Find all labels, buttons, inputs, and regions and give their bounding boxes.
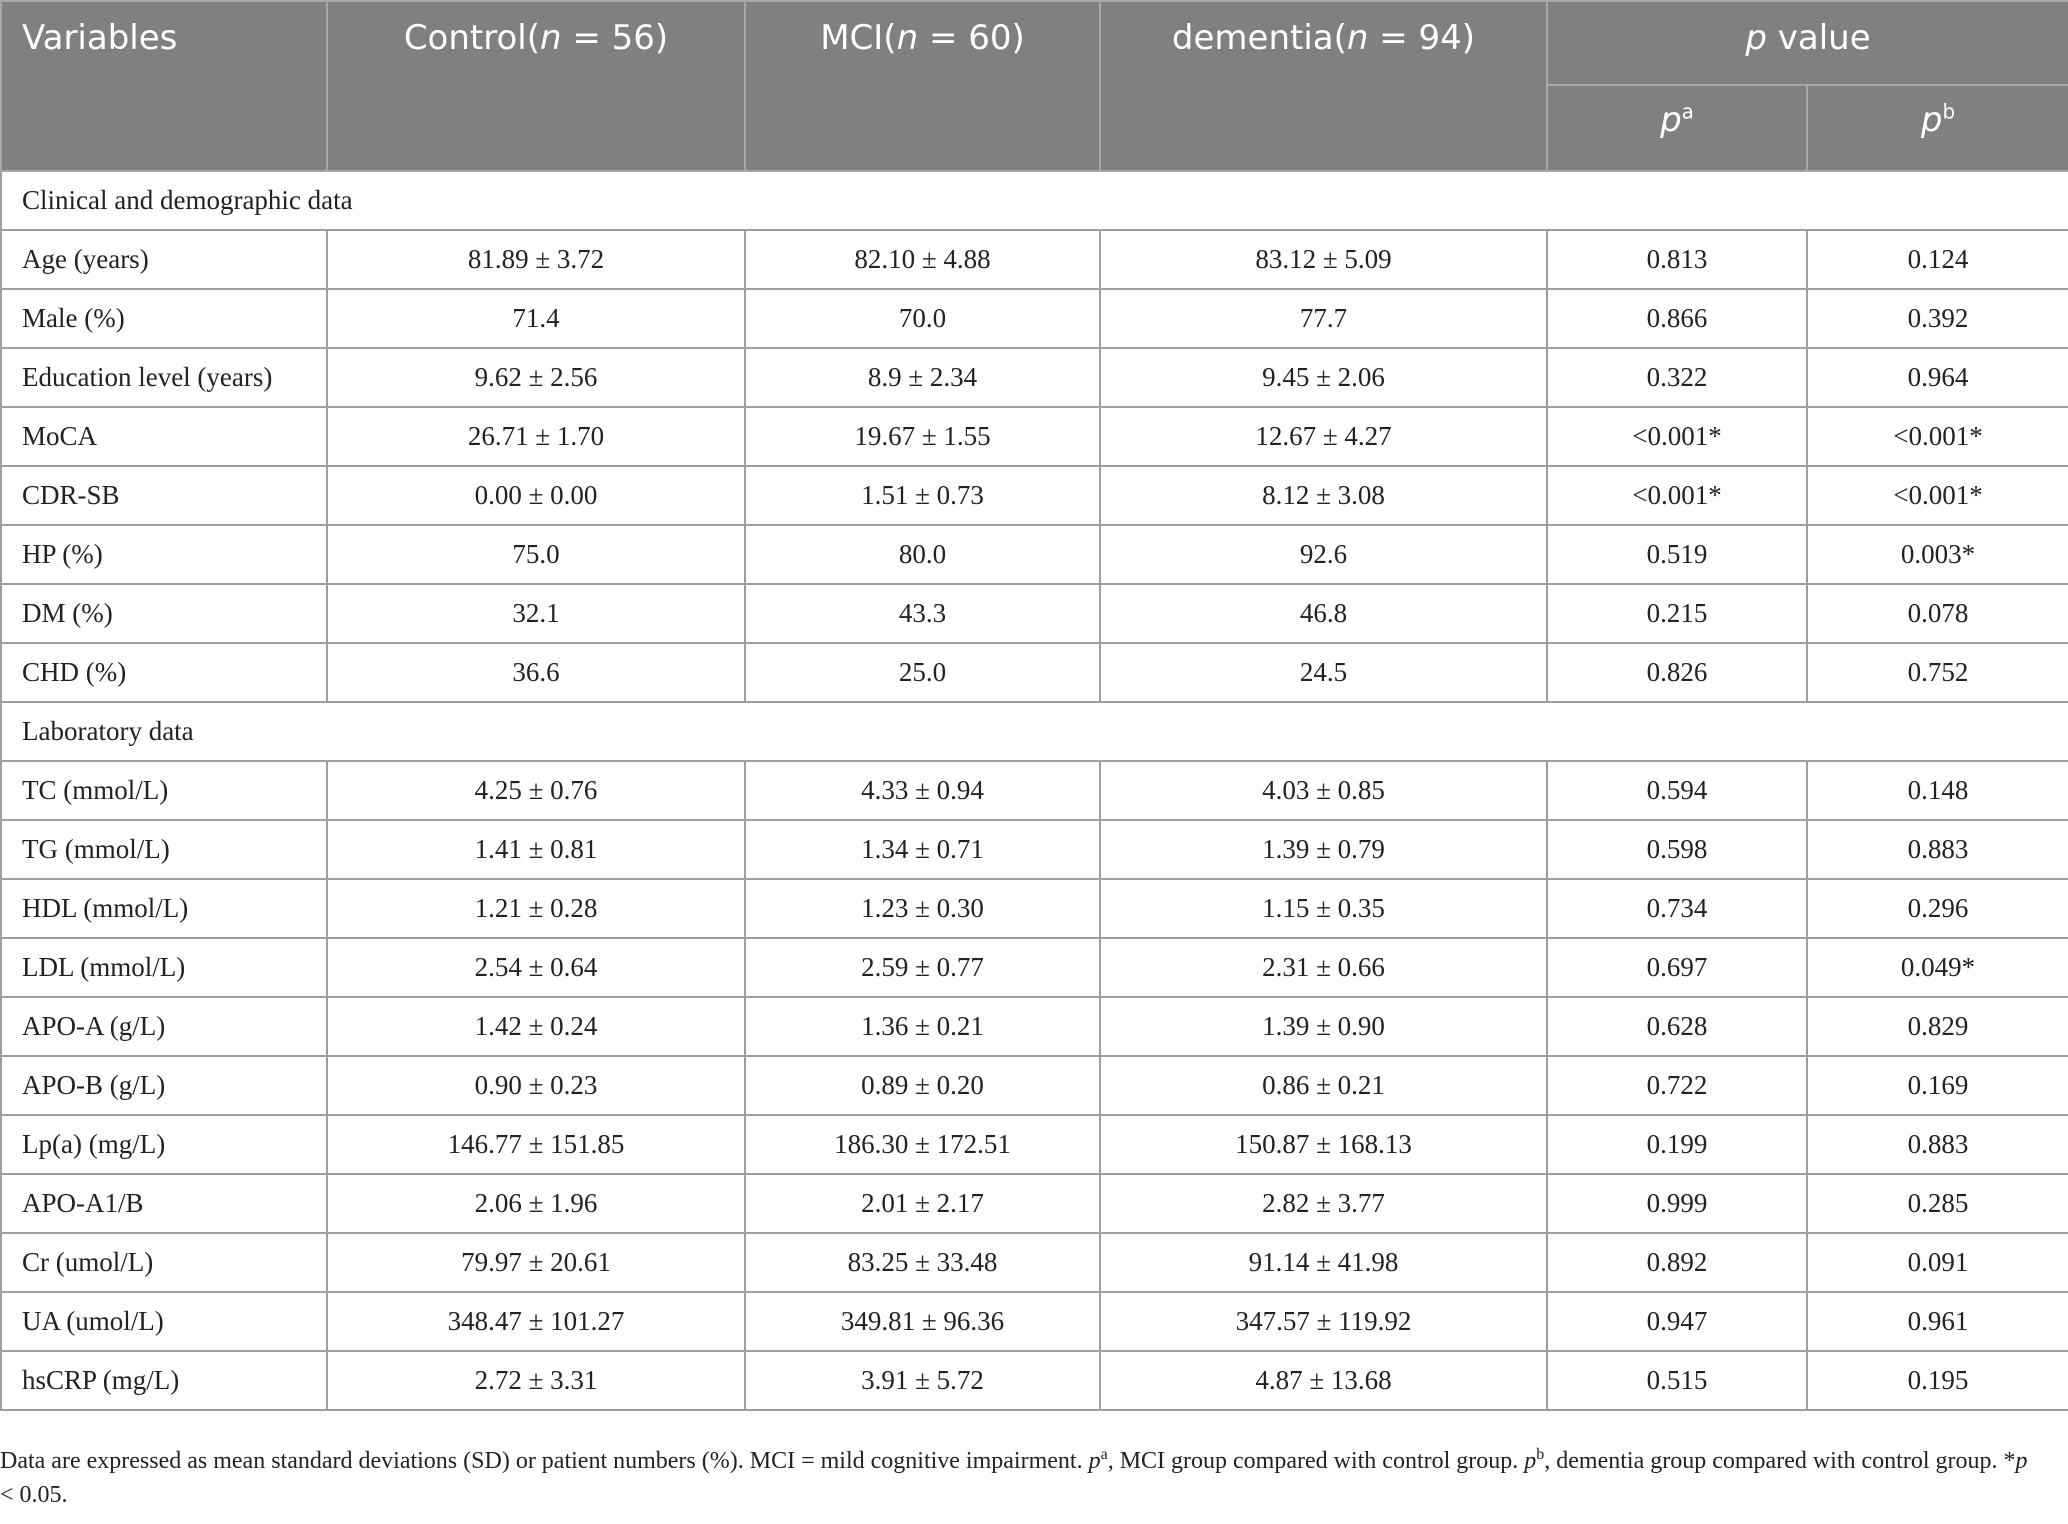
cell-variable: APO-B (g/L) (1, 1056, 327, 1115)
cell-p-a: 0.722 (1547, 1056, 1807, 1115)
cell-dementia: 9.45 ± 2.06 (1100, 348, 1547, 407)
cell-p-a: 0.628 (1547, 997, 1807, 1056)
cell-mci: 186.30 ± 172.51 (745, 1115, 1100, 1174)
table-row (1, 230, 2068, 289)
cell-mci: 82.10 ± 4.88 (745, 230, 1100, 289)
cell-control: 81.89 ± 3.72 (327, 230, 745, 289)
cell-control: 2.54 ± 0.64 (327, 938, 745, 997)
cell-p-a: 0.999 (1547, 1174, 1807, 1233)
cell-control: 26.71 ± 1.70 (327, 407, 745, 466)
cell-dementia: 92.6 (1100, 525, 1547, 584)
cell-dementia: 83.12 ± 5.09 (1100, 230, 1547, 289)
cell-mci: 1.23 ± 0.30 (745, 879, 1100, 938)
cell-control: 32.1 (327, 584, 745, 643)
cell-dementia: 91.14 ± 41.98 (1100, 1233, 1547, 1292)
cell-mci: 2.59 ± 0.77 (745, 938, 1100, 997)
cell-control: 79.97 ± 20.61 (327, 1233, 745, 1292)
cell-mci: 25.0 (745, 643, 1100, 702)
cell-mci: 349.81 ± 96.36 (745, 1292, 1100, 1351)
cell-control: 2.72 ± 3.31 (327, 1351, 745, 1410)
table-row (1, 1056, 2068, 1115)
header-variables: Variables (1, 1, 327, 171)
table-row (1, 938, 2068, 997)
section-title: Clinical and demographic data (1, 171, 2068, 230)
table-row (1, 820, 2068, 879)
cell-mci: 0.89 ± 0.20 (745, 1056, 1100, 1115)
cell-p-b: 0.285 (1807, 1174, 2068, 1233)
cell-p-b: 0.883 (1807, 1115, 2068, 1174)
cell-mci: 83.25 ± 33.48 (745, 1233, 1100, 1292)
cell-p-b: 0.049* (1807, 938, 2068, 997)
table-row (1, 525, 2068, 584)
cell-control: 4.25 ± 0.76 (327, 761, 745, 820)
cell-p-b: 0.078 (1807, 584, 2068, 643)
cell-p-a: 0.826 (1547, 643, 1807, 702)
cell-mci: 19.67 ± 1.55 (745, 407, 1100, 466)
table-row (1, 997, 2068, 1056)
header-mci: MCI(n = 60) (745, 1, 1100, 171)
cell-p-b: 0.964 (1807, 348, 2068, 407)
cell-p-a: 0.734 (1547, 879, 1807, 938)
cell-dementia: 2.31 ± 0.66 (1100, 938, 1547, 997)
cell-p-a: 0.519 (1547, 525, 1807, 584)
cell-p-b: 0.883 (1807, 820, 2068, 879)
cell-mci: 1.36 ± 0.21 (745, 997, 1100, 1056)
cell-variable: Lp(a) (mg/L) (1, 1115, 327, 1174)
cell-p-b: 0.195 (1807, 1351, 2068, 1410)
table-row (1, 1351, 2068, 1410)
table-row (1, 1292, 2068, 1351)
cell-p-b: <0.001* (1807, 407, 2068, 466)
cell-control: 1.41 ± 0.81 (327, 820, 745, 879)
cell-variable: UA (umol/L) (1, 1292, 327, 1351)
cell-variable: DM (%) (1, 584, 327, 643)
table-body (1, 171, 2068, 1410)
cell-mci: 1.51 ± 0.73 (745, 466, 1100, 525)
cell-mci: 43.3 (745, 584, 1100, 643)
cell-p-b: 0.003* (1807, 525, 2068, 584)
table-row (1, 1115, 2068, 1174)
table-header (1, 1, 2068, 171)
cell-variable: LDL (mmol/L) (1, 938, 327, 997)
cell-p-b: 0.961 (1807, 1292, 2068, 1351)
cell-dementia: 347.57 ± 119.92 (1100, 1292, 1547, 1351)
cell-variable: MoCA (1, 407, 327, 466)
cell-p-a: 0.892 (1547, 1233, 1807, 1292)
cell-dementia: 2.82 ± 3.77 (1100, 1174, 1547, 1233)
cell-control: 9.62 ± 2.56 (327, 348, 745, 407)
cell-mci: 2.01 ± 2.17 (745, 1174, 1100, 1233)
header-pb: $p^b$ (1807, 85, 2068, 171)
cell-dementia: 4.87 ± 13.68 (1100, 1351, 1547, 1410)
cell-dementia: 12.67 ± 4.27 (1100, 407, 1547, 466)
header-pa: $p^a$ (1547, 85, 1807, 171)
cell-p-b: 0.169 (1807, 1056, 2068, 1115)
cell-control: 36.6 (327, 643, 745, 702)
cell-p-a: 0.947 (1547, 1292, 1807, 1351)
table-row (1, 466, 2068, 525)
cell-p-b: <0.001* (1807, 466, 2068, 525)
cell-control: 71.4 (327, 289, 745, 348)
cell-p-b: 0.829 (1807, 997, 2068, 1056)
cell-p-a: 0.515 (1547, 1351, 1807, 1410)
cell-mci: 3.91 ± 5.72 (745, 1351, 1100, 1410)
cell-variable: APO-A (g/L) (1, 997, 327, 1056)
cell-p-b: 0.124 (1807, 230, 2068, 289)
cell-variable: CHD (%) (1, 643, 327, 702)
cell-control: 146.77 ± 151.85 (327, 1115, 745, 1174)
cell-dementia: 77.7 (1100, 289, 1547, 348)
cell-variable: Male (%) (1, 289, 327, 348)
cell-dementia: 4.03 ± 0.85 (1100, 761, 1547, 820)
section-row (1, 171, 2068, 230)
cell-p-b: 0.148 (1807, 761, 2068, 820)
cell-p-a: 0.322 (1547, 348, 1807, 407)
cell-variable: APO-A1/B (1, 1174, 327, 1233)
cell-p-b: 0.392 (1807, 289, 2068, 348)
cell-variable: TG (mmol/L) (1, 820, 327, 879)
cell-p-a: 0.697 (1547, 938, 1807, 997)
table-row (1, 761, 2068, 820)
cell-variable: Age (years) (1, 230, 327, 289)
section-title: Laboratory data (1, 702, 2068, 761)
cell-p-a: 0.594 (1547, 761, 1807, 820)
cell-variable: HP (%) (1, 525, 327, 584)
cell-dementia: 8.12 ± 3.08 (1100, 466, 1547, 525)
cell-dementia: 1.39 ± 0.79 (1100, 820, 1547, 879)
cell-variable: HDL (mmol/L) (1, 879, 327, 938)
table-row (1, 348, 2068, 407)
cell-mci: 70.0 (745, 289, 1100, 348)
cell-variable: TC (mmol/L) (1, 761, 327, 820)
cell-dementia: 0.86 ± 0.21 (1100, 1056, 1547, 1115)
table-row (1, 1174, 2068, 1233)
cell-control: 2.06 ± 1.96 (327, 1174, 745, 1233)
cell-mci: 80.0 (745, 525, 1100, 584)
cell-mci: 1.34 ± 0.71 (745, 820, 1100, 879)
cell-variable: hsCRP (mg/L) (1, 1351, 327, 1410)
cell-p-a: 0.598 (1547, 820, 1807, 879)
cell-p-b: 0.091 (1807, 1233, 2068, 1292)
cell-p-a: <0.001* (1547, 407, 1807, 466)
cell-dementia: 150.87 ± 168.13 (1100, 1115, 1547, 1174)
cell-p-a: 0.866 (1547, 289, 1807, 348)
cell-p-a: 0.813 (1547, 230, 1807, 289)
cell-dementia: 1.15 ± 0.35 (1100, 879, 1547, 938)
table-row (1, 643, 2068, 702)
cell-mci: 4.33 ± 0.94 (745, 761, 1100, 820)
cell-p-a: 0.199 (1547, 1115, 1807, 1174)
cell-variable: Cr (umol/L) (1, 1233, 327, 1292)
header-p-value: p value (1547, 1, 2068, 85)
table-row (1, 289, 2068, 348)
cell-dementia: 46.8 (1100, 584, 1547, 643)
cell-p-b: 0.752 (1807, 643, 2068, 702)
cell-variable: CDR-SB (1, 466, 327, 525)
cell-p-b: 0.296 (1807, 879, 2068, 938)
table-row (1, 584, 2068, 643)
table-row (1, 407, 2068, 466)
cell-variable: Education level (years) (1, 348, 327, 407)
cell-mci: 8.9 ± 2.34 (745, 348, 1100, 407)
section-row (1, 702, 2068, 761)
cell-p-a: 0.215 (1547, 584, 1807, 643)
cell-p-a: <0.001* (1547, 466, 1807, 525)
cell-dementia: 24.5 (1100, 643, 1547, 702)
cell-control: 1.21 ± 0.28 (327, 879, 745, 938)
cell-control: 75.0 (327, 525, 745, 584)
cell-control: 0.90 ± 0.23 (327, 1056, 745, 1115)
cell-control: 1.42 ± 0.24 (327, 997, 745, 1056)
cell-dementia: 1.39 ± 0.90 (1100, 997, 1547, 1056)
header-dementia: dementia(n = 94) (1100, 1, 1547, 171)
cell-control: 0.00 ± 0.00 (327, 466, 745, 525)
table-row (1, 1233, 2068, 1292)
header-control: Control(n = 56) (327, 1, 745, 171)
table-footnote: Data are expressed as mean standard deviations (SD) or patient numbers (%). MCI = mild cognitive impairment. $p^a$, MCI group compared with control group. $p^b$, dementia group compared with control group. *p < 0.05. (0, 1446, 2028, 1508)
table-row (1, 879, 2068, 938)
cell-control: 348.47 ± 101.27 (327, 1292, 745, 1351)
